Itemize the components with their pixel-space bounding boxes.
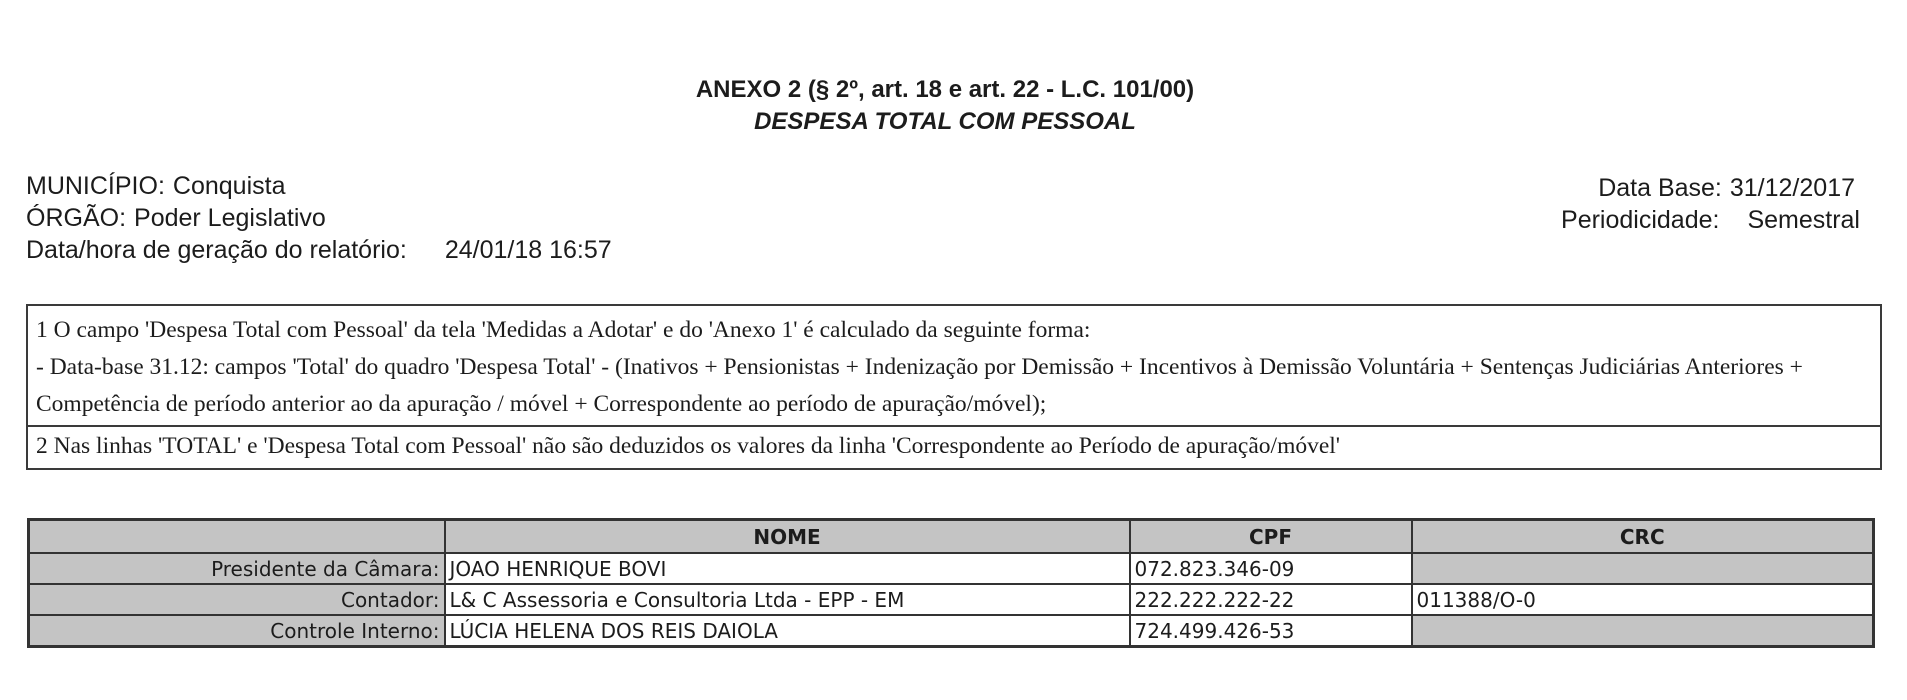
data-base-value: 31/12/2017 <box>1729 174 1855 202</box>
data-base-row <box>1598 174 1855 203</box>
cpf-contador: 222.222.222-22 <box>1130 584 1412 615</box>
cpf-presidente: 072.823.346-09 <box>1130 553 1412 584</box>
table-row <box>29 553 1874 584</box>
table-row <box>29 615 1874 647</box>
geracao-row <box>26 236 612 265</box>
geracao-label: Data/hora de geração do relatório: <box>26 236 407 264</box>
header-nome: NOME <box>445 520 1130 554</box>
orgao-row <box>26 204 326 233</box>
municipio-value: Conquista <box>172 172 286 200</box>
cpf-controle-interno: 724.499.426-53 <box>1130 615 1412 647</box>
signatories-table <box>27 518 1875 648</box>
header-cpf: CPF <box>1130 520 1412 554</box>
role-contador: Contador: <box>29 584 445 615</box>
table-row <box>29 584 1874 615</box>
crc-controle-interno <box>1412 615 1874 647</box>
report-title: ANEXO 2 (§ 2º, art. 18 e art. 22 - L.C. 101/00) <box>695 76 1195 103</box>
data-base-label: Data Base: <box>1598 174 1722 202</box>
role-presidente: Presidente da Câmara: <box>29 553 445 584</box>
municipio-row <box>26 172 285 201</box>
header-role-cell <box>29 520 445 554</box>
header-crc: CRC <box>1412 520 1874 554</box>
table-header-row <box>29 520 1874 554</box>
geracao-value: 24/01/18 16:57 <box>444 236 612 264</box>
crc-contador: 011388/O-0 <box>1412 584 1874 615</box>
role-controle-interno: Controle Interno: <box>29 615 445 647</box>
crc-presidente <box>1412 553 1874 584</box>
nome-controle-interno: LÚCIA HELENA DOS REIS DAIOLA <box>445 615 1130 647</box>
note-1-intro: 1 O campo 'Despesa Total com Pessoal' da tela 'Medidas a Adotar' e do 'Anexo 1' é calculado da seguinte forma: <box>36 317 1091 343</box>
note-1-detail: - Data-base 31.12: campos 'Total' do quadro 'Despesa Total' - (Inativos + Pensionistas + Indenização por Demissão + Incentivos à Demissão Voluntária + Sentenças Judiciárias Anteriores + Competência de período anterior ao da apuração / móvel + Correspondente ao período de apuração/móvel); <box>36 354 1803 417</box>
orgao-value: Poder Legislativo <box>134 204 326 232</box>
periodicidade-row <box>1561 206 1860 235</box>
nome-presidente: JOAO HENRIQUE BOVI <box>445 553 1130 584</box>
periodicidade-label: Periodicidade: <box>1561 206 1720 234</box>
orgao-label: ÓRGÃO: <box>26 204 127 232</box>
note-2: 2 Nas linhas 'TOTAL' e 'Despesa Total com Pessoal' não são deduzidos os valores da linha 'Correspondente ao Período de apuração/móvel' <box>28 425 1880 468</box>
nome-contador: L& C Assessoria e Consultoria Ltda - EPP - EM <box>445 584 1130 615</box>
report-subtitle: DESPESA TOTAL COM PESSOAL <box>754 108 1136 135</box>
notes-box <box>26 304 1882 470</box>
periodicidade-value: Semestral <box>1747 206 1860 234</box>
municipio-label: MUNICÍPIO: <box>26 172 165 200</box>
